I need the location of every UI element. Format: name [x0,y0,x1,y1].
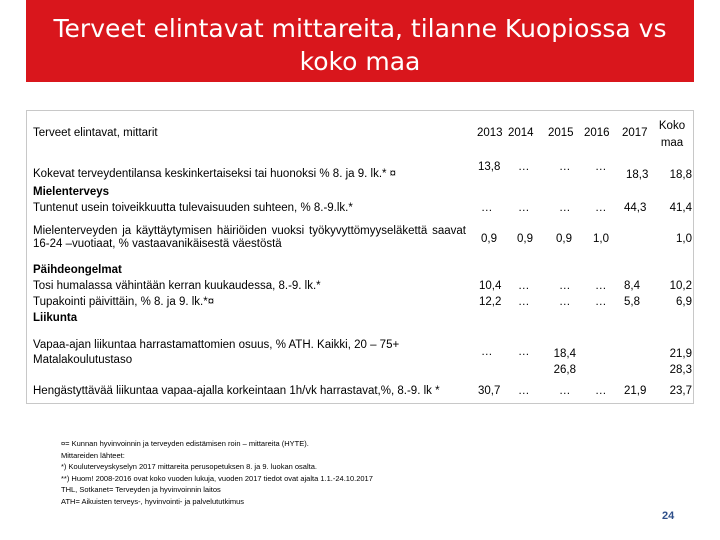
cell-2016: … [595,385,607,397]
footnote: ATH= Aikuisten terveys-, hyvinvointi- ja palvelututkimus [61,496,245,506]
page-number: 24 [662,510,675,522]
cell-2013: … [481,346,493,358]
cell-2014: … [518,385,530,397]
cell-2014: … [518,296,530,308]
header-year-2015: 2015 [548,127,574,139]
header-label: Terveet elintavat, mittarit [33,127,158,139]
header-year-2013: 2013 [477,127,503,139]
cell-koko-maa: 23,7 [669,385,692,397]
title-banner [26,0,694,82]
cell-2016: … [595,280,607,292]
cell-2014: … [518,202,530,214]
footnote: Mittareiden lähteet: [61,450,125,460]
cell-2017: 5,8 [624,296,640,308]
cell-koko-maa: 10,2 [669,280,692,292]
cell-2017: 44,3 [624,202,647,214]
cell-2014: … [518,280,530,292]
cell-koko-maa: 1,0 [676,233,692,245]
cell-2015: … [559,202,571,214]
footnotes [61,438,373,508]
cell-2015: … [559,296,571,308]
row-label: Kokevat terveydentilansa keskinkertaiseksi tai huonoksi % 8. ja 9. lk.* ¤ [33,168,397,180]
cell-2015: 18,4 26,8 [553,348,576,376]
footnote: **) Huom! 2008-2016 ovat koko vuoden lukuja, vuoden 2017 tiedot ovat ajalta 1.1.-24.10.2017 [61,473,373,483]
page-title: Terveet elintavat mittareita, tilanne Kuopiossa vs koko maa [53,14,667,76]
cell-koko-maa: 21,9 28,3 [669,348,692,376]
row-label: Vapaa-ajan liikuntaa harrastamattomien osuus, % ATH. Kaikki, 20 – 75+ Matalakoulutustaso [33,339,400,366]
cell-2017: 21,9 [624,385,647,397]
row-label: Tuntenut usein toiveikkuutta tulevaisuuden suhteen, % 8.-9.lk.* [33,202,353,214]
section-heading: Päihdeongelmat [33,264,122,276]
cell-koko-maa: 6,9 [676,296,692,308]
header-koko-maa: Koko maa [658,120,686,149]
cell-2013: 0,9 [481,233,497,245]
row-label: Mielenterveyden ja käyttäytymisen häiriöiden vuoksi työkyvyttömyyseläkettä saavat 16-24 –vuotiaat, % vastaavanikäisestä väestöstä [33,225,466,250]
cell-2016: 1,0 [593,233,609,245]
cell-2014: … [518,161,530,173]
section-heading: Mielenterveys [33,186,110,198]
footnote: *) Kouluterveyskyselyn 2017 mittareita perusopetuksen 8. ja 9. luokan osalta. [61,462,317,472]
cell-koko-maa: 41,4 [669,202,692,214]
header-year-2016: 2016 [584,127,610,139]
cell-2014: … [518,346,530,358]
header-year-2017: 2017 [622,127,648,139]
cell-2015: … [559,385,571,397]
row-label: Tupakointi päivittäin, % 8. ja 9. lk.*¤ [33,296,215,308]
cell-2017: 8,4 [624,280,640,292]
cell-2015: 0,9 [556,233,572,245]
cell-2013: 12,2 [479,296,502,308]
cell-2013: 30,7 [478,385,501,397]
footnote: ¤= Kunnan hyvinvoinnin ja terveyden edistämisen roin – mittareita (HYTE). [61,439,309,448]
row-label: Hengästyttävää liikuntaa vapaa-ajalla korkeintaan 1h/vk harrastavat,%, 8.-9. lk * [33,385,440,397]
cell-2013: … [481,202,493,214]
cell-2014: 0,9 [517,233,533,245]
cell-2013: 10,4 [479,280,502,292]
cell-2016: … [595,296,607,308]
section-heading: Liikunta [33,312,78,324]
cell-2013: 13,8 [478,161,501,173]
cell-2015: … [559,280,571,292]
cell-2016: … [595,161,607,173]
footnote: THL, Sotkanet= Terveyden ja hyvinvoinnin laitos [61,485,221,495]
row-label: Tosi humalassa vähintään kerran kuukaudessa, 8.-9. lk.* [33,280,321,292]
header-year-2014: 2014 [508,127,534,139]
cell-koko-maa: 18,8 [669,169,692,181]
cell-2016: … [595,202,607,214]
cell-2015: … [559,161,571,173]
cell-2017: 18,3 [626,169,649,181]
